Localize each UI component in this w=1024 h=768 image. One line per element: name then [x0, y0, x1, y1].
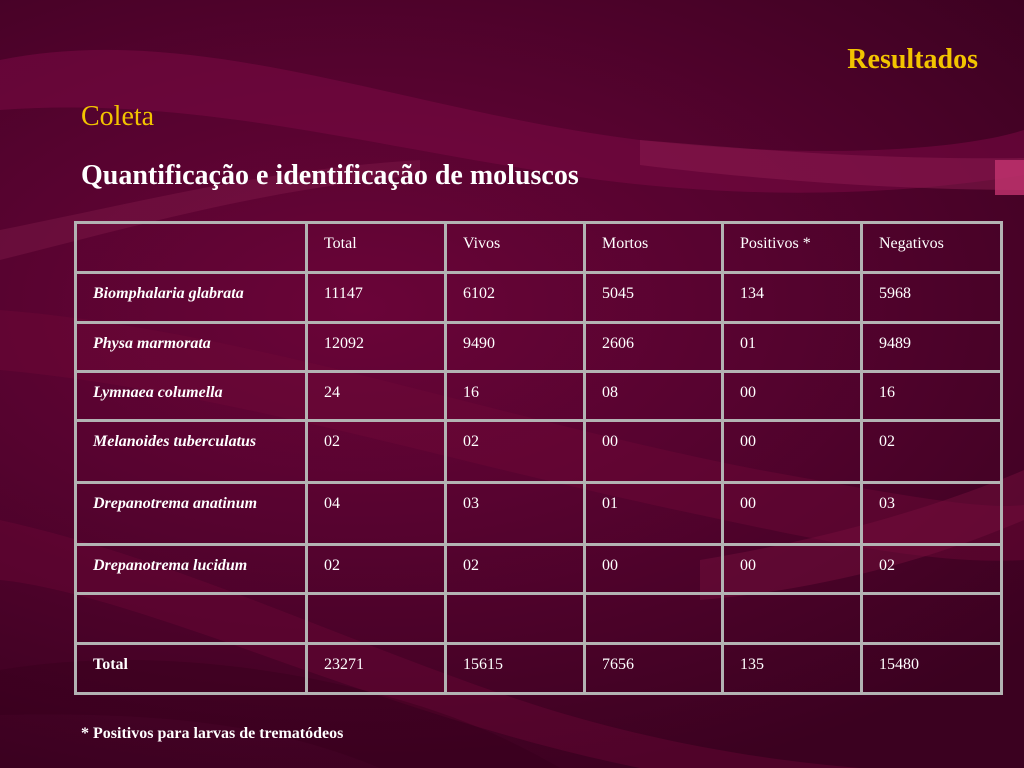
- table-cell: 23271: [307, 644, 446, 694]
- slide-heading: Quantificação e identificação de moluscos: [81, 160, 579, 191]
- table-total-row: [76, 644, 1002, 694]
- table-cell: 02: [307, 545, 446, 594]
- table-header-cell: Negativos: [862, 223, 1002, 273]
- species-cell: Lymnaea columella: [76, 372, 307, 421]
- table-cell: 04: [307, 483, 446, 545]
- table-cell: 03: [446, 483, 585, 545]
- species-cell: Drepanotrema lucidum: [76, 545, 307, 594]
- species-cell: Physa marmorata: [76, 323, 307, 372]
- section-title: Resultados: [847, 44, 978, 75]
- table-cell: 9490: [446, 323, 585, 372]
- table-row: [76, 372, 1002, 421]
- table-cell: 6102: [446, 273, 585, 323]
- table-row: [76, 545, 1002, 594]
- table-cell: [585, 594, 723, 644]
- table-cell: 7656: [585, 644, 723, 694]
- table-cell: [862, 594, 1002, 644]
- species-cell: Melanoides tuberculatus: [76, 421, 307, 483]
- species-cell: Drepanotrema anatinum: [76, 483, 307, 545]
- table-cell: 02: [862, 545, 1002, 594]
- table-cell: 16: [862, 372, 1002, 421]
- table-row: [76, 421, 1002, 483]
- table-cell: 03: [862, 483, 1002, 545]
- mollusc-table: [74, 221, 1003, 695]
- table-cell: 00: [585, 421, 723, 483]
- table-cell: 15480: [862, 644, 1002, 694]
- table-cell: 11147: [307, 273, 446, 323]
- table-header-cell: Total: [307, 223, 446, 273]
- table-cell: [76, 594, 307, 644]
- table-cell: 02: [446, 545, 585, 594]
- table-cell: [446, 594, 585, 644]
- species-cell: Biomphalaria glabrata: [76, 273, 307, 323]
- table-cell: 02: [446, 421, 585, 483]
- table-cell: 01: [723, 323, 862, 372]
- table-cell: 00: [723, 483, 862, 545]
- table-cell: [307, 594, 446, 644]
- table-cell: 00: [723, 421, 862, 483]
- table-row: [76, 273, 1002, 323]
- table-cell: 12092: [307, 323, 446, 372]
- slide-subtitle: Coleta: [81, 101, 155, 132]
- table-row: [76, 323, 1002, 372]
- table-header-cell: Mortos: [585, 223, 723, 273]
- table-cell: 24: [307, 372, 446, 421]
- table-cell: 9489: [862, 323, 1002, 372]
- table-cell: 00: [723, 545, 862, 594]
- total-label-cell: Total: [76, 644, 307, 694]
- footnote: * Positivos para larvas de trematódeos: [81, 725, 344, 742]
- table-header-cell: Vivos: [446, 223, 585, 273]
- table-cell: 02: [307, 421, 446, 483]
- table-row: [76, 483, 1002, 545]
- table-cell: 00: [585, 545, 723, 594]
- table-cell: 5045: [585, 273, 723, 323]
- table-cell: 00: [723, 372, 862, 421]
- table-cell: 135: [723, 644, 862, 694]
- table-empty-row: [76, 594, 1002, 644]
- table-cell: 134: [723, 273, 862, 323]
- table-header-cell: [76, 223, 307, 273]
- table-cell: 02: [862, 421, 1002, 483]
- table-header-row: [76, 223, 1002, 273]
- table-cell: 5968: [862, 273, 1002, 323]
- table-cell: [723, 594, 862, 644]
- table-cell: 08: [585, 372, 723, 421]
- table-cell: 2606: [585, 323, 723, 372]
- table-header-cell: Positivos *: [723, 223, 862, 273]
- table-cell: 16: [446, 372, 585, 421]
- table-cell: 01: [585, 483, 723, 545]
- table-cell: 15615: [446, 644, 585, 694]
